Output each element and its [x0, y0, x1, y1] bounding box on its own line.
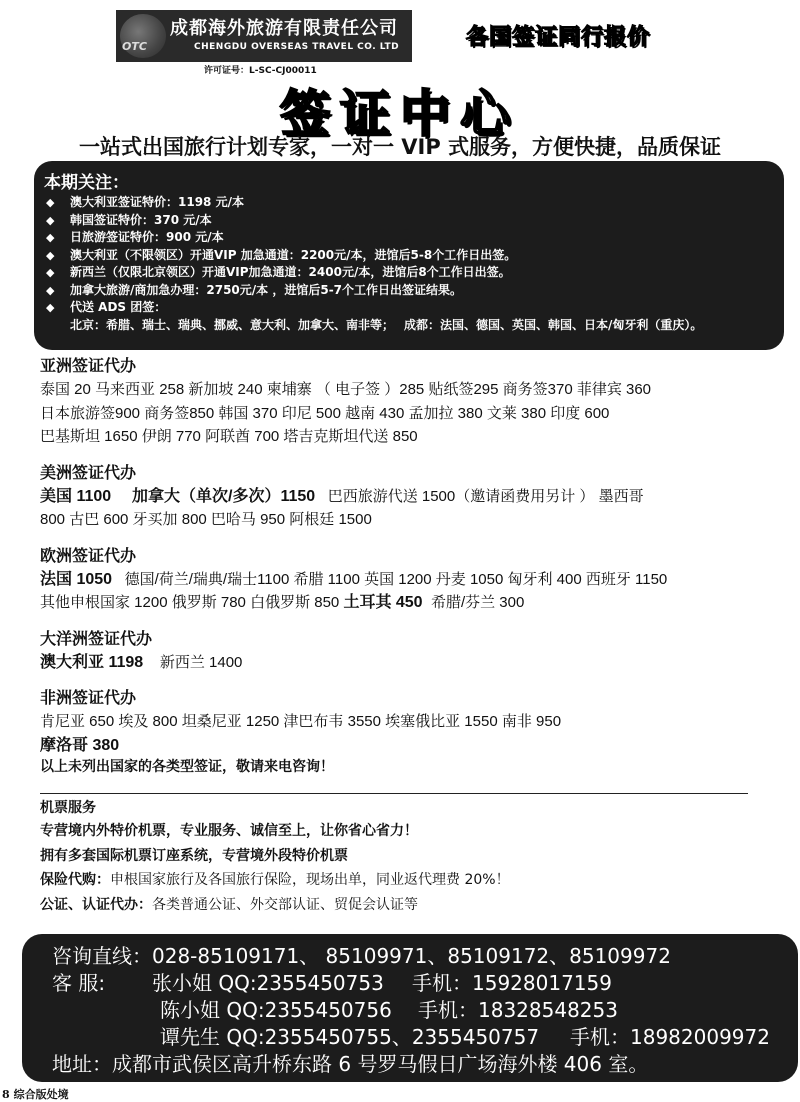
price-text: 希腊/芬兰 300: [430, 594, 525, 611]
insurance-text: 申根国家旅行及各国旅行保险，现场出单，同业返代理费 20%！: [110, 872, 510, 888]
focus-item-text: 澳大利亚（不限领区）开通VIP 加急通道：2200元/本，进馆后5-8个工作日出签。: [70, 247, 517, 262]
price-text: 德国/荷兰/瑞典/瑞士1100 希腊 1100 英国 1200 丹麦 1050 匈牙利 400 西班牙 1150: [124, 570, 668, 588]
ads-detail: [44, 317, 784, 335]
diamond-bullet-icon: ◆: [46, 213, 55, 227]
ticket-line: [40, 868, 780, 893]
list-item: [44, 229, 784, 247]
list-item: [44, 299, 784, 317]
focus-item-text: 新西兰（仅限北京领区）开通VIP加急通道：2400元/本，进馆后8个工作日出签。: [70, 265, 511, 279]
quote-title: 各国签证同行报价: [466, 25, 651, 50]
price-line: [40, 591, 796, 615]
price-text: 巴西旅游代送 1500（邀请函费用另计 ） 墨西哥: [327, 487, 644, 505]
price-highlight: 澳大利亚 1198: [40, 653, 144, 671]
price-highlight: 法国 1050: [40, 570, 113, 588]
service-phone-2: 手机：18328548253: [418, 998, 618, 1022]
page-title: 签证中心: [280, 85, 520, 143]
focus-item-text: 韩国签证特价：370 元/本: [70, 212, 212, 227]
price-line: 日本旅游签900 商务签850 韩国 370 印尼 500 越南 430 孟加拉 380 文莱 380 印度 600: [40, 404, 610, 422]
price-line: 肯尼亚 650 埃及 800 坦桑尼亚 1250 津巴布韦 3550 埃塞俄比亚 1550 南非 950: [40, 713, 562, 730]
section-name: 综合版处境: [13, 1088, 69, 1101]
section-title-europe: 欧洲签证代办: [40, 545, 137, 565]
price-highlight: 美国 1100: [40, 487, 112, 505]
diamond-bullet-icon: ◆: [46, 283, 55, 297]
list-item: [44, 212, 784, 230]
header: [0, 0, 800, 78]
diamond-bullet-icon: ◆: [46, 266, 55, 279]
price-line: [40, 651, 796, 675]
section-title-oceania: 大洋洲签证代办: [40, 628, 153, 648]
address: 地址：成都市武侯区高升桥东路 6 号罗马假日广场海外楼 406 室。: [52, 1052, 649, 1076]
price-text: 新西兰 1400: [159, 653, 243, 671]
ticket-service: [40, 797, 780, 917]
company-name-cn: 成都海外旅游有限责任公司: [170, 18, 398, 39]
slogan: 一站式出国旅行计划专家，一对一 VIP 式服务，方便快捷，品质保证: [78, 135, 722, 159]
service-phone-3: 手机：18982009972: [570, 1025, 770, 1049]
price-line: 巴基斯坦 1650 伊朗 770 阿联酋 700 塔吉克斯坦代送 850: [40, 428, 418, 445]
license-number: 许可证号：L-SC-CJ00011: [204, 66, 317, 76]
inquiry-note: 以上未列出国家的各类型签证，敬请来电咨询！: [40, 759, 334, 775]
list-item: [44, 194, 784, 212]
ticket-line: 专营境内外特价机票，专业服务、诚信至上，让你省心省力！: [40, 823, 418, 839]
focus-item-text: 日旅游签证特价：900 元/本: [70, 230, 224, 244]
ticket-line: 拥有多套国际机票订座系统，专营境外段特价机票: [40, 847, 348, 864]
notary-label: 公证、认证代办：: [40, 896, 152, 913]
service-contact-3: 谭先生 QQ:2355450755、2355450757: [160, 1025, 540, 1049]
ads-beijing: 北京：希腊、瑞士、瑞典、挪威、意大利、加拿大、南非等；: [70, 317, 395, 332]
price-highlight: 摩洛哥 380: [40, 736, 120, 754]
price-highlight: 土耳其 450: [343, 594, 423, 611]
company-name-en: CHENGDU OVERSEAS TRAVEL CO. LTD: [194, 42, 400, 52]
hotline: 咨询直线：028-85109171、 85109971、85109172、85109972: [52, 944, 671, 968]
insurance-label: 保险代购：: [40, 872, 110, 888]
diamond-bullet-icon: ◆: [46, 196, 55, 209]
focus-list: [44, 194, 784, 317]
list-item: [44, 247, 784, 265]
service-contact-1: 张小姐 QQ:2355450753: [152, 971, 384, 995]
company-logo: [116, 10, 412, 62]
ticket-title: 机票服务: [40, 800, 96, 816]
focus-item-text: 代送 ADS 团签：: [70, 300, 167, 314]
notary-text: 各类普通公证、外交部认证、贸促会认证等: [152, 896, 418, 913]
divider: [40, 793, 748, 794]
section-title-africa: 非洲签证代办: [40, 688, 137, 707]
section-title-asia: 亚洲签证代办: [40, 356, 137, 375]
diamond-bullet-icon: ◆: [46, 301, 55, 314]
price-line: [40, 734, 796, 758]
ticket-line: [40, 893, 780, 918]
list-item: [44, 282, 784, 300]
ads-chengdu: 成都：法国、德国、英国、韩国、日本/匈牙利（重庆）。: [404, 317, 703, 332]
service-contact-2: 陈小姐 QQ:2355450756: [160, 998, 392, 1022]
focus-item-text: 加拿大旅游/商加急办理：2750元/本 ，进馆后5-7个工作日出签证结果。: [70, 282, 463, 297]
diamond-bullet-icon: ◆: [46, 248, 55, 262]
diamond-bullet-icon: ◆: [46, 231, 55, 244]
service-phone-1: 手机：15928017159: [412, 971, 612, 995]
focus-title: 本期关注：: [44, 173, 129, 193]
logo-mark: OTC: [122, 40, 147, 53]
price-line: [40, 485, 796, 509]
service-label: 客 服:: [52, 971, 106, 995]
price-line: 泰国 20 马来西亚 258 新加坡 240 柬埔寨 （ 电子签 ）285 贴纸签295 商务签370 菲律宾 360: [40, 381, 652, 398]
price-line: [40, 568, 796, 592]
list-item: [44, 264, 784, 282]
section-title-america: 美洲签证代办: [40, 462, 137, 482]
visa-price-sections: [40, 354, 796, 777]
focus-item-text: 澳大利亚签证特价：1198 元/本: [70, 195, 244, 209]
price-text: 其他申根国家 1200 俄罗斯 780 白俄罗斯 850: [40, 594, 344, 611]
focus-panel: [34, 161, 784, 350]
contact-panel: [22, 934, 798, 1082]
price-line: 800 古巴 600 牙买加 800 巴哈马 950 阿根廷 1500: [40, 511, 372, 528]
page-number: 8: [2, 1088, 10, 1101]
price-highlight: 加拿大（单次/多次）1150: [132, 487, 316, 505]
